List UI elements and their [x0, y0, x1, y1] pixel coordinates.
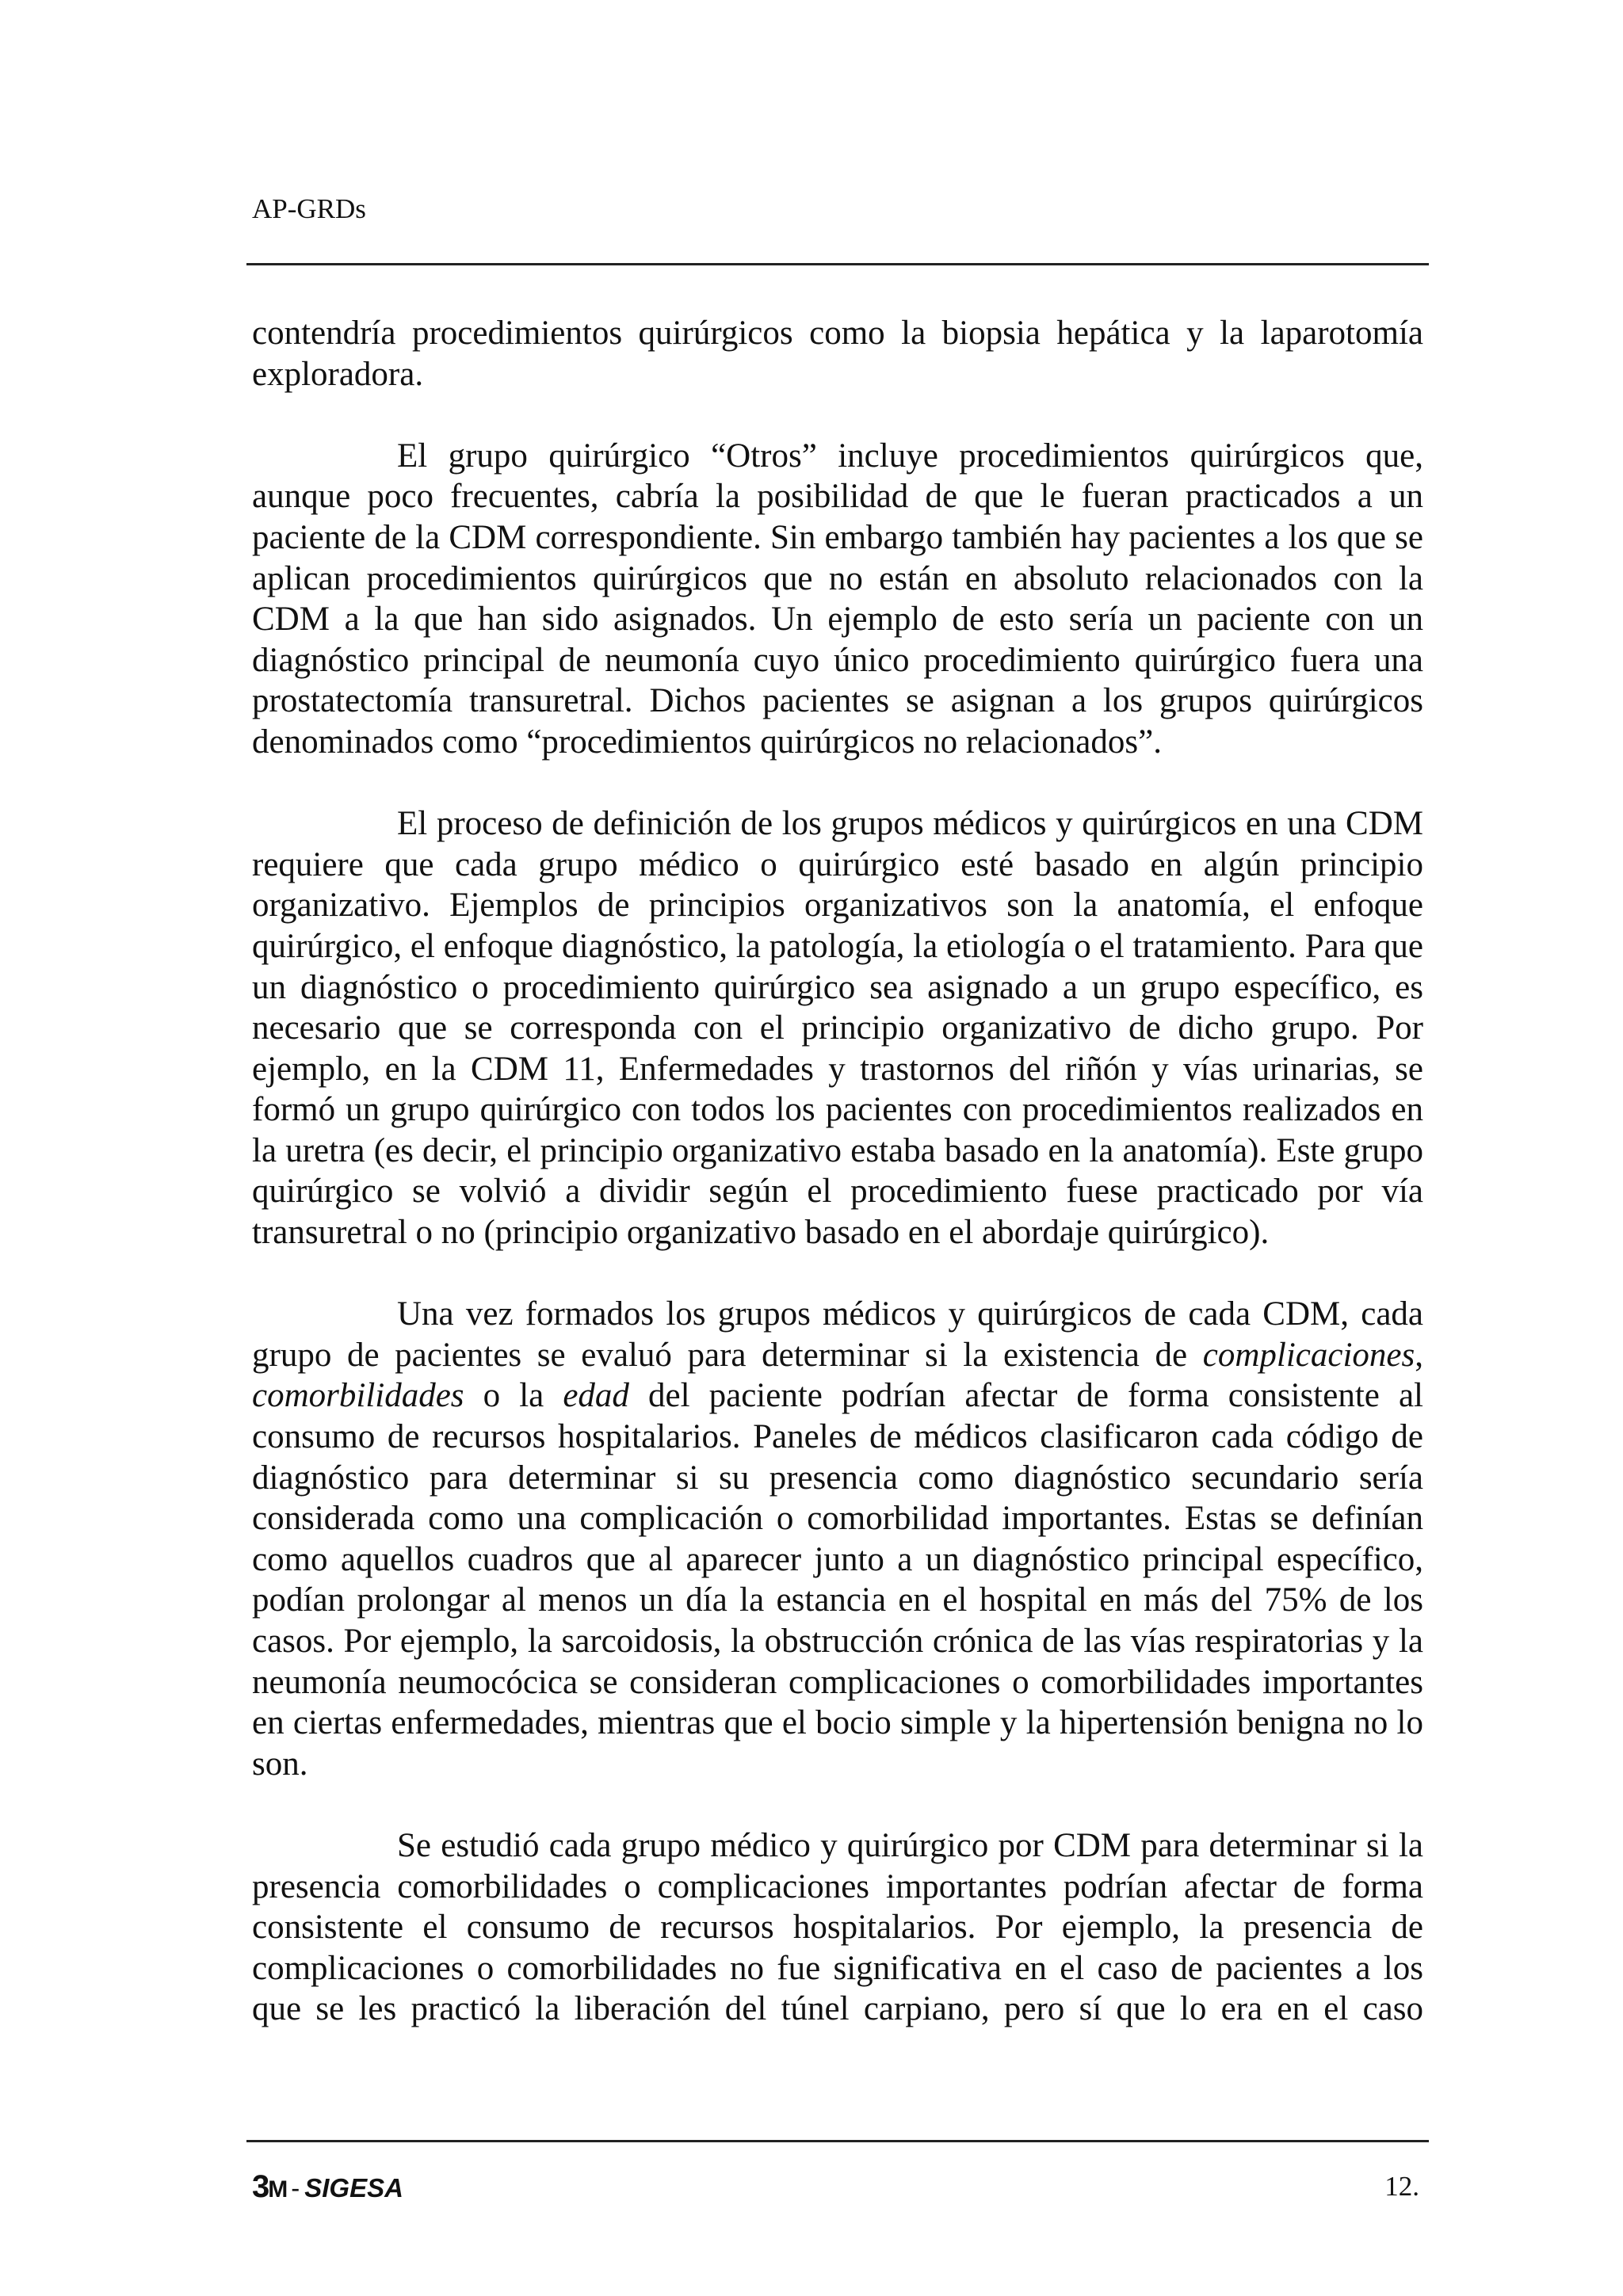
footer-brand: [252, 2171, 403, 2206]
emphasis-comorbilidades: comorbilidades: [252, 1377, 464, 1415]
paragraph-4-text-d: del paciente podrían afectar de forma consistente al consumo de recursos hospitalarios. Paneles de médicos clasificaron cada código de diagnóstico para determinar si su presencia como diagnóstico secundario sería considerada como una complicación o comorbilidad importantes. Estas se definían como aquellos cuadros que al aparecer junto a un diagnóstico principal específico, podían prolongar al menos un día la estancia en el hospital en más del 75% de los casos. Por ejemplo, la sarcoidosis, la obstrucción crónica de las vías respiratorias y la neumonía neumocócica se consideran complicaciones o comorbilidades importantes en ciertas enfermedades, mientras que el bocio simple y la hipertensión benigna no lo son.: [252, 1377, 1423, 1783]
paragraph-4-text-c: o la: [464, 1377, 563, 1415]
body-text: [252, 313, 1423, 2030]
paragraph-2: El grupo quirúrgico “Otros” incluye procedimientos quirúrgicos que, aunque poco frecuentes, cabría la posibilidad de que le fueran practicados a un paciente de la CDM correspondiente. Sin embargo también hay pacientes a los que se aplican procedimientos quirúrgicos que no están en absoluto relacionados con la CDM a la que han sido asignados. Un ejemplo de esto sería un paciente con un diagnóstico principal de neumonía cuyo único procedimiento quirúrgico fuera una prostatectomía transuretral. Dichos pacientes se asignan a los grupos quirúrgicos denominados como “procedimientos quirúrgicos no relacionados”.: [252, 437, 1423, 761]
header-title: AP-GRDs: [252, 193, 366, 224]
paragraph-3: El proceso de definición de los grupos médicos y quirúrgicos en una CDM requiere que cada grupo médico o quirúrgico esté basado en algún principio organizativo. Ejemplos de principios organizativos son la anatomía, el enfoque quirúrgico, el enfoque diagnóstico, la patología, la etiología o el tratamiento. Para que un diagnóstico o procedimiento quirúrgico sea asignado a un grupo específico, es necesario que se corresponda con el principio organizativo de dicho grupo. Por ejemplo, en la CDM 11, Enfermedades y trastornos del riñón y vías urinarias, se formó un grupo quirúrgico con todos los pacientes con procedimientos realizados en la uretra (es decir, el principio organizativo estaba basado en la anatomía). Este grupo quirúrgico se volvió a dividir según el procedimiento fuese practicado por vía transuretral o no (principio organizativo basado en el abordaje quirúrgico).: [252, 805, 1423, 1252]
paragraph-5: Se estudió cada grupo médico y quirúrgico por CDM para determinar si la presencia comorbilidades o complicaciones importantes podrían afectar de forma consistente el consumo de recursos hospitalarios. Por ejemplo, la presencia de complicaciones o comorbilidades no fue significativa en el caso de pacientes a los que se les practicó la liberación del túnel carpiano, pero sí que lo era en el caso: [252, 1826, 1423, 2028]
page-number: 12.: [1384, 2171, 1419, 2202]
emphasis-complicaciones: complicaciones: [1202, 1336, 1415, 1374]
paragraph-4-text-b: ,: [1415, 1336, 1423, 1374]
header-rule: [246, 263, 1429, 265]
paragraph-4-text-a: Una vez formados los grupos médicos y quirúrgicos de cada CDM, cada grupo de pacientes se evaluó para determinar si la existencia de: [252, 1295, 1423, 1374]
logo-m: M: [268, 2176, 287, 2203]
footer-separator: -: [291, 2173, 300, 2203]
footer-company: SIGESA: [304, 2173, 403, 2203]
logo-3m: [252, 2169, 286, 2204]
logo-3: 3: [252, 2169, 269, 2204]
paragraph-1: contendría procedimientos quirúrgicos como la biopsia hepática y la laparotomía exploradora.: [252, 315, 1423, 393]
emphasis-edad: edad: [563, 1377, 629, 1415]
footer-rule: [246, 2140, 1429, 2142]
paragraph-4: [252, 1294, 1423, 1784]
